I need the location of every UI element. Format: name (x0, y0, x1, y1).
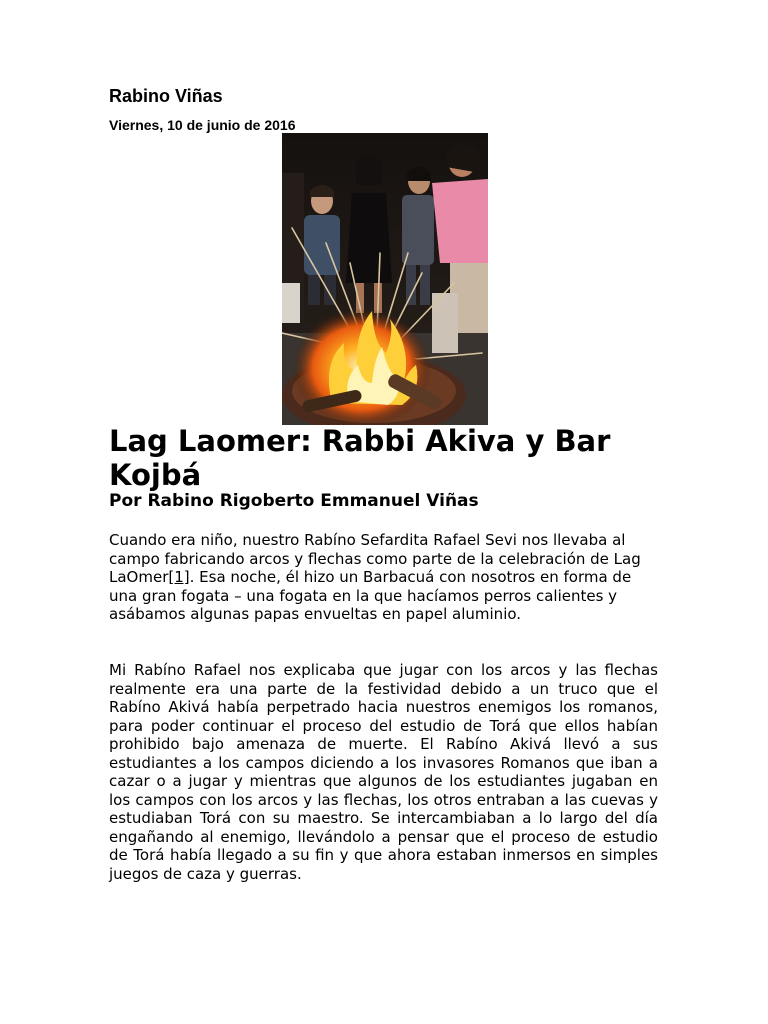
footnote-link[interactable]: [1] (168, 568, 190, 586)
article-title: Lag Laomer: Rabbi Akiva y Bar Kojbá (109, 424, 611, 492)
post-date: Viernes, 10 de junio de 2016 (109, 117, 296, 133)
paragraph-1-text-end: . Esa noche, él hizo un Barbacuá con nosotros en forma de una gran fogata – una fogata en la que hacíamos perros calientes y asábamos algunas papas envueltas en papel aluminio. (109, 568, 632, 623)
article-author: Por Rabino Rigoberto Emmanuel Viñas (109, 491, 479, 511)
blog-title: Rabino Viñas (109, 86, 223, 106)
paragraph-2: Mi Rabíno Rafael nos explicaba que jugar con los arcos y las flechas realmente era una parte de la festividad debido a un truco que el Rabíno Akivá había perpetrado hacia nuestros enemigos los romanos, para poder continuar el proceso del estudio de Torá que ellos habían prohibido bajo amenaza de muerte. El Rabíno Akivá llevó a sus estudiantes a los campos diciendo a los invasores Romanos que iban a cazar o a jugar y mientras que algunos de los estudiantes jugaban en los campos con los arcos y las flechas, los otros entraban a las cuevas y estudiaban Torá con su maestro. Se intercambiaban a lo largo del día engañando al enemigo, llevándolo a pensar que el proceso de estudio de Torá había llegado a su fin y que ahora estaban inmersos en simples juegos de caza y guerras. (109, 661, 658, 883)
paragraph-1-text-start: Cuando era niño, nuestro Rabíno Sefardita Rafael Sevi nos llevaba al campo fabricando arcos y flechas como parte de la celebración de Lag LaOmer (109, 531, 641, 586)
campfire-photo (282, 133, 488, 425)
paragraph-1 (109, 531, 658, 624)
